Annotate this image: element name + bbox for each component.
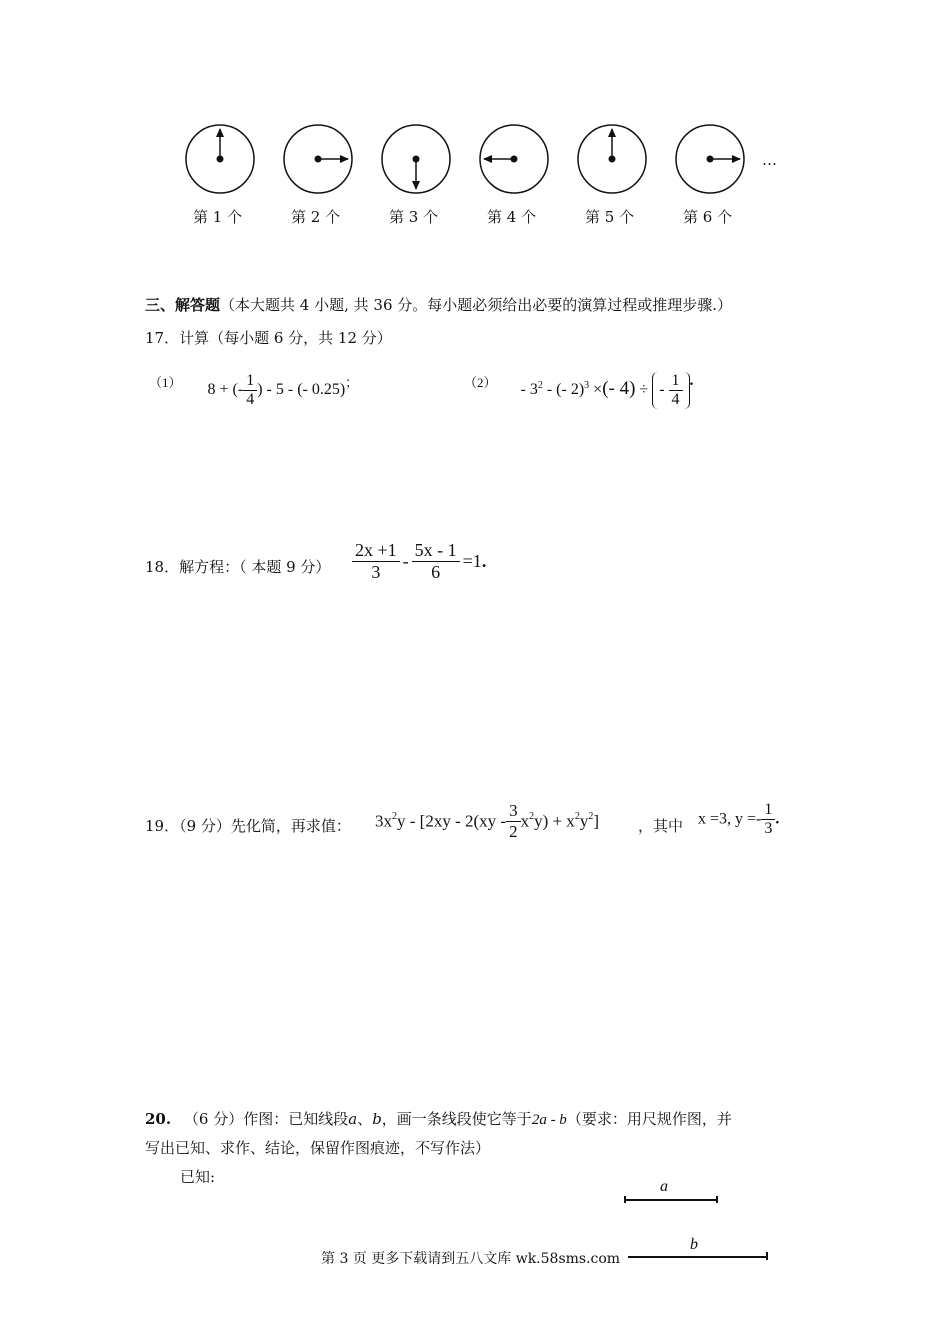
q18-minus: - [402, 551, 409, 571]
segment-b-label: b [690, 1236, 698, 1253]
clock-label-2: 第 2 个 [291, 208, 341, 226]
q17-p2-num: （2） [464, 375, 497, 390]
q19-fraction: $\frac{3}{2}$ [506, 801, 521, 842]
q19-s4: 2 [588, 810, 594, 822]
q19-cond: x =3, y =- [698, 810, 762, 828]
q20-sep: 、 [357, 1110, 373, 1128]
q17-p1-end: ； [345, 375, 359, 390]
q18-fraction-2: $\frac{5x - 1}{6}$ [412, 540, 460, 583]
q19-e6: ] [593, 811, 599, 831]
segment-a-label: a [660, 1178, 668, 1195]
q19-s1: 2 [392, 810, 397, 822]
ellipsis: … [762, 151, 777, 169]
q19-title: 19．（9 分）先化简，再求值： [145, 817, 351, 835]
clock-label-5: 第 5 个 [585, 208, 635, 226]
q19-e4: y) + x [534, 811, 575, 831]
q17-p2-sup2: 3 [584, 379, 590, 391]
q17-p2-fraction: $\frac{1}{4}$ [669, 372, 683, 409]
clock-label-3: 第 3 个 [389, 208, 439, 226]
q18-end: . [481, 551, 487, 571]
q20-line2: 写出已知、求作、结论，保留作图痕迹，不写作法） [145, 1139, 491, 1157]
q17-title: 17．计算（每小题 6 分，共 12 分） [145, 329, 392, 347]
q20-text-1: （6 分）作图：已知线段 [183, 1110, 349, 1128]
clock-label-6: 第 6 个 [683, 208, 733, 226]
q17-p1-expr-a: 8 + (- [207, 381, 244, 399]
q19-s2: 2 [529, 810, 535, 822]
q20-given: 已知: [180, 1168, 216, 1186]
clock-label-4: 第 4 个 [487, 208, 537, 226]
q20-text-3: （要求：用尺规作图，并 [566, 1110, 732, 1128]
q20-var-b: b [372, 1110, 382, 1128]
section-title: 三、解答题 [145, 296, 221, 314]
q19-cond-fraction: $\frac{1}{3}$ [761, 801, 775, 838]
q20-num: 20. [145, 1110, 172, 1128]
q20-text-2: ，画一条线段使它等于 [381, 1110, 532, 1128]
q18-fraction-1: $\frac{2x +1}{3}$ [352, 540, 400, 583]
q17-p1-expr-b: ) - 5 - (- 0.25) [257, 381, 346, 399]
q20-expr: 2a - b [531, 1112, 567, 1128]
clock-label-1: 第 1 个 [193, 208, 243, 226]
q17-p2-expr-c: × [589, 381, 603, 399]
q17-p2-expr-e: ÷ [635, 381, 653, 399]
q17-p2-expr-f: - [659, 381, 665, 399]
q18-rhs: =1 [462, 551, 482, 571]
q17-p2-expr-a: - 3 [520, 381, 538, 399]
q17-p2-sup1: 2 [537, 379, 543, 391]
q20-var-a: a [348, 1110, 358, 1128]
q18-title: 18．解方程：（ 本题 9 分） [145, 558, 331, 576]
q19-end: . [775, 810, 780, 828]
section-note: （本大题共 4 小题, 共 36 分。每小题必须给出必要的演算过程或推理步骤.） [220, 296, 733, 314]
q17-p1-fraction: $\frac{1}{4}$ [243, 372, 257, 409]
q17-p2-end: . [689, 372, 694, 389]
q19-e5: y [579, 811, 589, 831]
q19-e2: y - [2xy - 2(xy - [397, 811, 507, 831]
q19-e1: 3x [375, 811, 392, 831]
q17-p2-expr-d: (- 4) [602, 378, 636, 400]
q19-where: ，其中 [638, 817, 684, 835]
q19-e3: x [520, 811, 530, 831]
q17-p1-num: （1） [149, 375, 182, 390]
q19-s3: 2 [574, 810, 580, 822]
q17-p2-expr-b: - (- 2) [542, 381, 585, 399]
page-footer: 第 3 页 更多下载请到五八文库 wk.58sms.com [321, 1251, 621, 1267]
